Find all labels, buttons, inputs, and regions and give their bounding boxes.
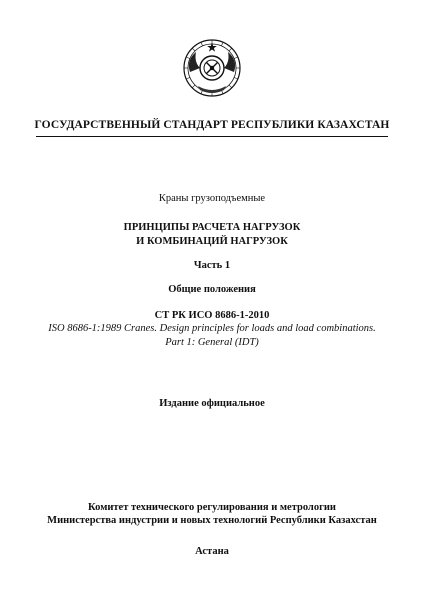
publication-city: Астана — [195, 546, 229, 557]
iso-reference-line-2: Part 1: General (IDT) — [165, 337, 259, 348]
iso-reference-line-1: ISO 8686-1:1989 Cranes. Design principles for loads and load combinations. — [48, 323, 376, 334]
document-subject: Краны грузоподъемные — [158, 193, 266, 204]
document-part: Часть 1 — [193, 260, 231, 271]
document-title-line-2: И КОМБИНАЦИЙ НАГРУЗОК — [136, 236, 288, 247]
publisher-line-2: Министерства индустрии и новых технологий Республики Казахстан — [47, 515, 377, 526]
document-part-title: Общие положения — [168, 284, 256, 295]
document-designation: СТ РК ИСО 8686-1-2010 — [154, 310, 270, 321]
standard-header: ГОСУДАРСТВЕННЫЙ СТАНДАРТ РЕСПУБЛИКИ КАЗАХСТАН — [34, 119, 390, 131]
publisher-line-1: Комитет технического регулирования и метрологии — [88, 502, 336, 513]
state-emblem-icon — [182, 38, 242, 98]
edition-label: Издание официальное — [159, 398, 265, 409]
document-title-line-1: ПРИНЦИПЫ РАСЧЕТА НАГРУЗОК — [123, 222, 301, 233]
header-divider — [36, 136, 388, 137]
